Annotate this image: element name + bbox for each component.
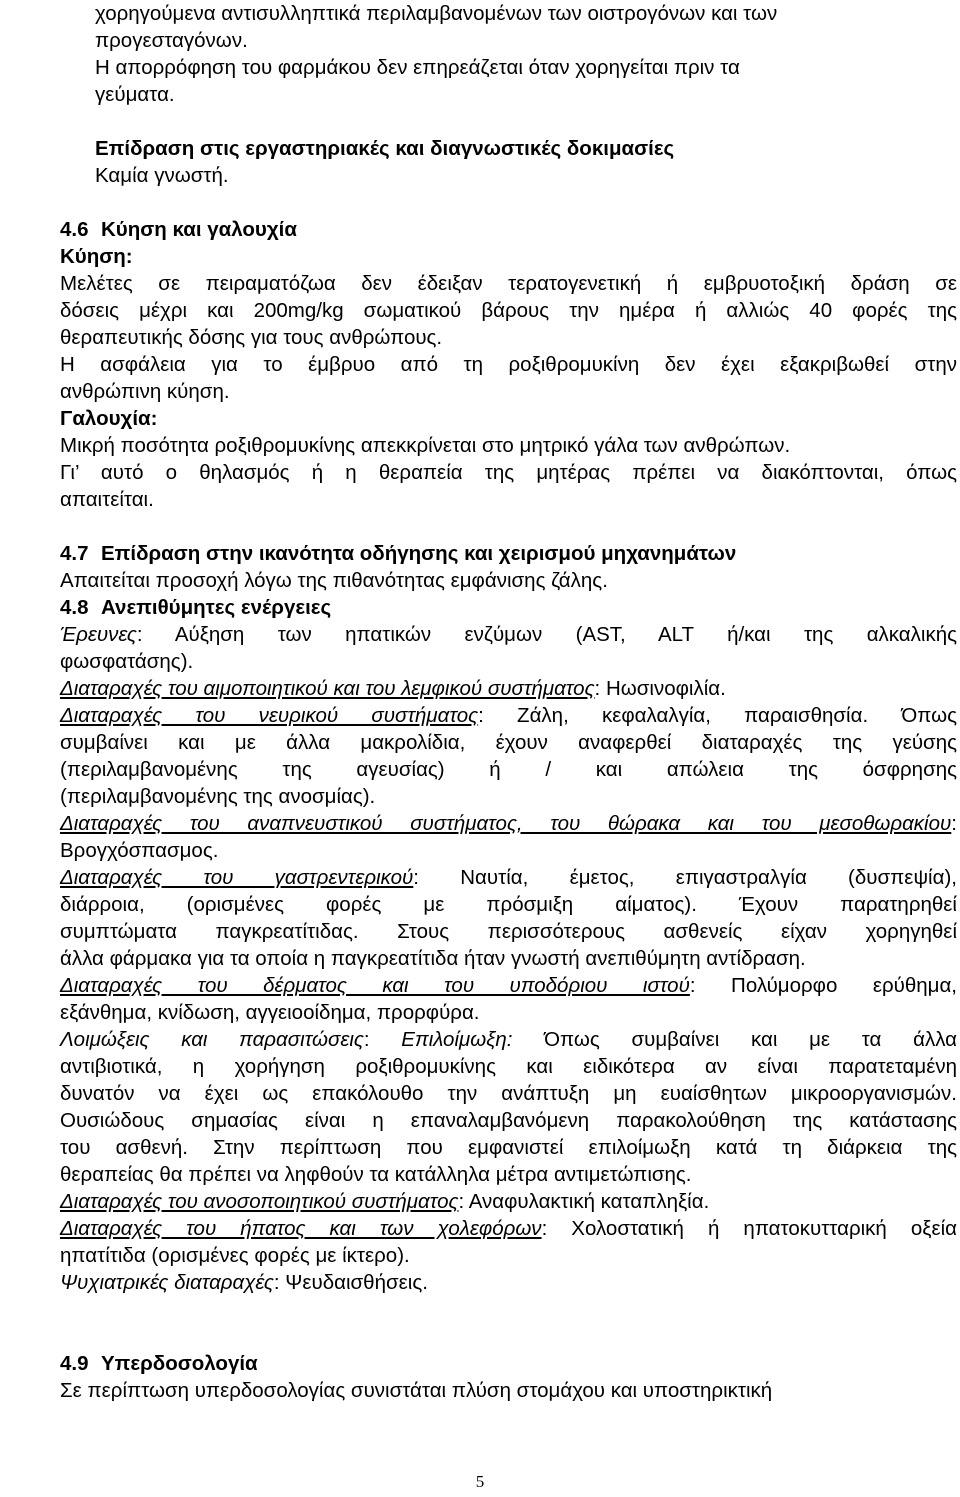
category-label: Διαταραχές του αιμοποιητικού και του λεμφικού συστήματος: [60, 677, 595, 700]
section-number: 4.8: [60, 596, 89, 619]
paragraph-line: Διαταραχές του νευρικού συστήματος: Ζάλη, κεφαλαλγία, παραισθησία. Όπως: [60, 704, 957, 727]
section-title: Υπερδοσολογία: [101, 1352, 258, 1375]
paragraph-line: εξάνθημα, κνίδωση, αγγειοοίδημα, προρφύρα.: [60, 1001, 480, 1024]
paragraph-line: δυνατόν να έχει ως επακόλουθο την ανάπτυξη μη ευαίσθητων μικροοργανισμών.: [60, 1082, 957, 1105]
lab-tests-text: Καμία γνωστή.: [95, 164, 229, 187]
paragraph-line: Διαταραχές του αναπνευστικού συστήματος, του θώρακα και του μεσοθωρακίου:: [60, 812, 957, 835]
paragraph-line: αντιβιοτικά, η χορήγηση ροξιθρομυκίνης και ειδικότερα αν είναι παρατεταμένη: [60, 1055, 957, 1078]
page-number: 5: [475, 1472, 485, 1491]
category-label: Διαταραχές του νευρικού συστήματος: [60, 704, 479, 727]
paragraph-line: Σε περίπτωση υπερδοσολογίας συνιστάται πλύση στομάχου και υποστηρικτική: [60, 1379, 773, 1402]
paragraph-line: (περιλαμβανομένης της ανοσμίας).: [60, 785, 376, 808]
paragraph-line: Διαταραχές του ήπατος και των χολεφόρων: Χολοστατική ή ηπατοκυτταρική οξεία: [60, 1217, 957, 1240]
paragraph-line: Μικρή ποσότητα ροξιθρομυκίνης απεκκρίνεται στο μητρικό γάλα των ανθρώπων.: [60, 434, 791, 457]
document-page: [60, 0, 957, 1404]
section-title: Κύηση και γαλουχία: [101, 218, 297, 241]
paragraph-line: Μελέτες σε πειραματόζωα δεν έδειξαν τερατογενετική ή εμβρυοτοξική δράση σε: [60, 272, 957, 295]
paragraph-line: Γι’ αυτό ο θηλασμός ή η θεραπεία της μητέρας πρέπει να διακόπτονται, όπως: [60, 461, 957, 484]
intro-line: γεύματα.: [95, 83, 175, 106]
paragraph-line: (περιλαμβανομένης της αγευσίας) ή / και απώλεια της όσφρησης: [60, 758, 957, 781]
paragraph-line: δόσεις μέχρι και 200mg/kg σωματικού βάρους την ημέρα ή αλλιώς 40 φορές της: [60, 299, 957, 322]
category-label: Διαταραχές του αναπνευστικού συστήματος, του θώρακα και του μεσοθωρακίου: [60, 812, 952, 835]
section-number: 4.7: [60, 542, 89, 565]
paragraph-line: συμπτώματα παγκρεατίτιδας. Στους περισσότερους ασθενείς είχαν χορηγηθεί: [60, 920, 957, 943]
paragraph-line: άλλα φάρμακα για τα οποία η παγκρεατίτιδα ήταν γνωστή ανεπιθύμητη αντίδραση.: [60, 947, 806, 970]
section-heading-4-6: [60, 216, 957, 243]
paragraph-line: Διαταραχές του γαστρεντερικού: Ναυτία, έμετος, επιγαστραλγία (δυσπεψία),: [60, 866, 957, 889]
intro-line: χορηγούμενα αντισυλληπτικά περιλαμβανομένων των οιστρογόνων και των: [95, 2, 778, 25]
paragraph-line: Ουσιώδους σημασίας είναι η επαναλαμβανόμενη παρακολούθηση της κατάστασης: [60, 1109, 957, 1132]
section-title: Ανεπιθύμητες ενέργειες: [101, 596, 332, 619]
pregnancy-label: Κύηση:: [60, 245, 133, 268]
paragraph-line: θεραπευτικής δόσης για τους ανθρώπους.: [60, 326, 443, 349]
category-label: Διαταραχές του δέρματος και του υποδόριου ιστού: [60, 974, 690, 997]
section-heading-4-8: [60, 594, 957, 621]
section-title: Επίδραση στην ικανότητα οδήγησης και χειρισμού μηχανημάτων: [101, 542, 737, 565]
category-label: Διαταραχές του ανοσοποιητικού συστήματος: [60, 1190, 459, 1213]
paragraph-line: συμβαίνει και με άλλα μακρολίδια, έχουν αναφερθεί διαταραχές της γεύσης: [60, 731, 957, 754]
category-label: Διαταραχές του γαστρεντερικού: [60, 866, 414, 889]
section-number: 4.6: [60, 218, 89, 241]
category-label: Ψυχιατρικές διαταραχές: [60, 1271, 274, 1294]
paragraph-line: Βρογχόσπασμος.: [60, 839, 219, 862]
paragraph-line: Διαταραχές του δέρματος και του υποδόριου ιστού: Πολύμορφο ερύθημα,: [60, 974, 957, 997]
paragraph-line: φωσφατάσης).: [60, 650, 194, 673]
intro-line: Η απορρόφηση του φαρμάκου δεν επηρεάζεται όταν χορηγείται πριν τα: [95, 56, 740, 79]
paragraph-line: Λοιμώξεις και παρασιτώσεις: Επιλοίμωξη: Όπως συμβαίνει και με τα άλλα: [60, 1028, 957, 1051]
category-label: Έρευνες: [60, 623, 137, 646]
paragraph-line: Διαταραχές του ανοσοποιητικού συστήματος: Αναφυλακτική καταπληξία.: [60, 1190, 710, 1213]
paragraph-line: Ψυχιατρικές διαταραχές: Ψευδαισθήσεις.: [60, 1271, 428, 1294]
paragraph-line: θεραπείας θα πρέπει να ληφθούν τα κατάλληλα μέτρα αντιμετώπισης.: [60, 1163, 692, 1186]
paragraph-line: Απαιτείται προσοχή λόγω της πιθανότητας εμφάνισης ζάλης.: [60, 569, 608, 592]
paragraph-line: Διαταραχές του αιμοποιητικού και του λεμφικού συστήματος: Ηωσινοφιλία.: [60, 677, 726, 700]
category-label: Λοιμώξεις και παρασιτώσεις: [60, 1028, 364, 1051]
paragraph-line: του ασθενή. Στην περίπτωση που εμφανιστεί επιλοίμωξη κατά τη διάρκεια της: [60, 1136, 957, 1159]
lactation-label: Γαλουχία:: [60, 407, 158, 430]
category-label: Διαταραχές του ήπατος και των χολεφόρων: [60, 1217, 542, 1240]
section-number: 4.9: [60, 1352, 89, 1375]
paragraph-line: ανθρώπινη κύηση.: [60, 380, 230, 403]
paragraph-line: Η ασφάλεια για το έμβρυο από τη ροξιθρομυκίνη δεν έχει εξακριβωθεί στην: [60, 353, 957, 376]
section-heading-4-7: [60, 540, 957, 567]
paragraph-line: Έρευνες: Αύξηση των ηπατικών ενζύμων (AST, ALT ή/και της αλκαλικής: [60, 623, 957, 646]
sub-label: Επιλοίμωξη:: [401, 1028, 513, 1051]
intro-line: προγεσταγόνων.: [95, 29, 248, 52]
lab-tests-heading: Επίδραση στις εργαστηριακές και διαγνωστικές δοκιμασίες: [95, 137, 675, 160]
paragraph-line: ηπατίτιδα (ορισμένες φορές με ίκτερο).: [60, 1244, 410, 1267]
paragraph-line: διάρροια, (ορισμένες φορές με πρόσμιξη αίματος). Έχουν παρατηρηθεί: [60, 893, 957, 916]
section-heading-4-9: [60, 1350, 957, 1377]
paragraph-line: απαιτείται.: [60, 488, 154, 511]
